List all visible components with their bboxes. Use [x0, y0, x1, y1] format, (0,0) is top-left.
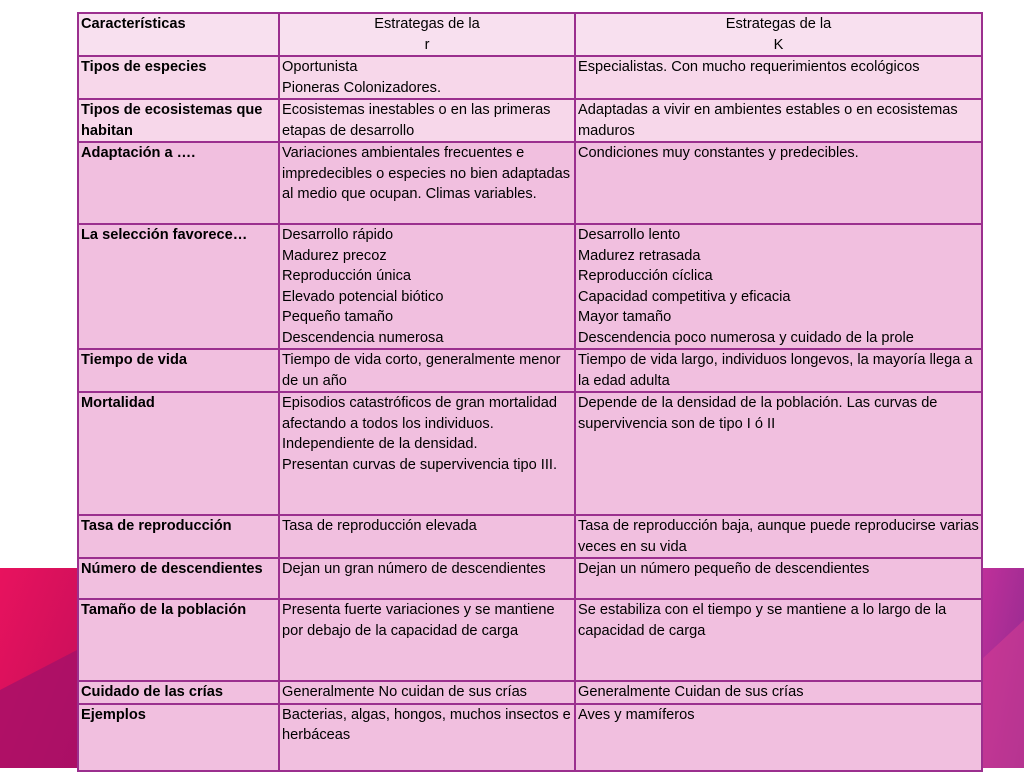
row-characteristic: Tamaño de la población — [78, 599, 279, 681]
header-characteristics: Características — [78, 13, 279, 56]
row-k-value: Tiempo de vida largo, individuos longevos, la mayoría llega a la edad adulta — [575, 349, 982, 392]
row-r-value: Tiempo de vida corto, generalmente menor de un año — [279, 349, 575, 392]
row-r-value: Bacterias, algas, hongos, muchos insectos e herbáceas — [279, 704, 575, 771]
table-row — [78, 515, 982, 558]
row-characteristic: Número de descendientes — [78, 558, 279, 599]
row-r-value: Variaciones ambientales frecuentes e impredecibles o especies no bien adaptadas al medio que ocupan. Climas variables. — [279, 142, 575, 224]
row-r-value: Generalmente No cuidan de sus crías — [279, 681, 575, 704]
row-r-value: Oportunista Pioneras Colonizadores. — [279, 56, 575, 99]
row-k-value: Tasa de reproducción baja, aunque puede reproducirse varias veces en su vida — [575, 515, 982, 558]
row-characteristic: Adaptación a …. — [78, 142, 279, 224]
table-header-row — [78, 13, 982, 56]
row-characteristic: Tasa de reproducción — [78, 515, 279, 558]
row-r-value: Dejan un gran número de descendientes — [279, 558, 575, 599]
row-characteristic: La selección favorece… — [78, 224, 279, 349]
table-row — [78, 142, 982, 224]
table-row — [78, 558, 982, 599]
table-row — [78, 704, 982, 771]
row-characteristic: Ejemplos — [78, 704, 279, 771]
decorative-left-band — [0, 568, 77, 768]
row-k-value: Condiciones muy constantes y predecibles. — [575, 142, 982, 224]
table-row — [78, 599, 982, 681]
table-row — [78, 349, 982, 392]
table-row — [78, 56, 982, 99]
row-r-value: Ecosistemas inestables o en las primeras etapas de desarrollo — [279, 99, 575, 142]
row-characteristic: Tipos de especies — [78, 56, 279, 99]
row-k-value: Dejan un número pequeño de descendientes — [575, 558, 982, 599]
row-k-value: Aves y mamíferos — [575, 704, 982, 771]
row-r-value: Episodios catastróficos de gran mortalidad afectando a todos los individuos. Independiente de la densidad. Presentan curvas de supervivencia tipo III. — [279, 392, 575, 515]
table-row — [78, 681, 982, 704]
header-k-strategists: Estrategas de la K — [575, 13, 982, 56]
row-characteristic: Cuidado de las crías — [78, 681, 279, 704]
row-r-value: Desarrollo rápido Madurez precoz Reproducción única Elevado potencial biótico Pequeño tamaño Descendencia numerosa — [279, 224, 575, 349]
comparison-table-container — [77, 12, 981, 756]
row-k-value: Especialistas. Con mucho requerimientos ecológicos — [575, 56, 982, 99]
row-r-value: Tasa de reproducción elevada — [279, 515, 575, 558]
row-k-value: Depende de la densidad de la población. Las curvas de supervivencia son de tipo I ó II — [575, 392, 982, 515]
table-row — [78, 392, 982, 515]
row-r-value: Presenta fuerte variaciones y se mantiene por debajo de la capacidad de carga — [279, 599, 575, 681]
row-k-value: Generalmente Cuidan de sus crías — [575, 681, 982, 704]
table-row — [78, 224, 982, 349]
table-row — [78, 99, 982, 142]
row-k-value: Se estabiliza con el tiempo y se mantiene a lo largo de la capacidad de carga — [575, 599, 982, 681]
decorative-right-band — [981, 568, 1024, 768]
row-characteristic: Mortalidad — [78, 392, 279, 515]
row-k-value: Desarrollo lento Madurez retrasada Reproducción cíclica Capacidad competitiva y eficacia Mayor tamaño Descendencia poco numerosa y cuidado de la prole — [575, 224, 982, 349]
header-r-strategists: Estrategas de la r — [279, 13, 575, 56]
row-characteristic: Tiempo de vida — [78, 349, 279, 392]
r-k-strategies-table — [77, 12, 983, 772]
row-characteristic: Tipos de ecosistemas que habitan — [78, 99, 279, 142]
row-k-value: Adaptadas a vivir en ambientes estables o en ecosistemas maduros — [575, 99, 982, 142]
